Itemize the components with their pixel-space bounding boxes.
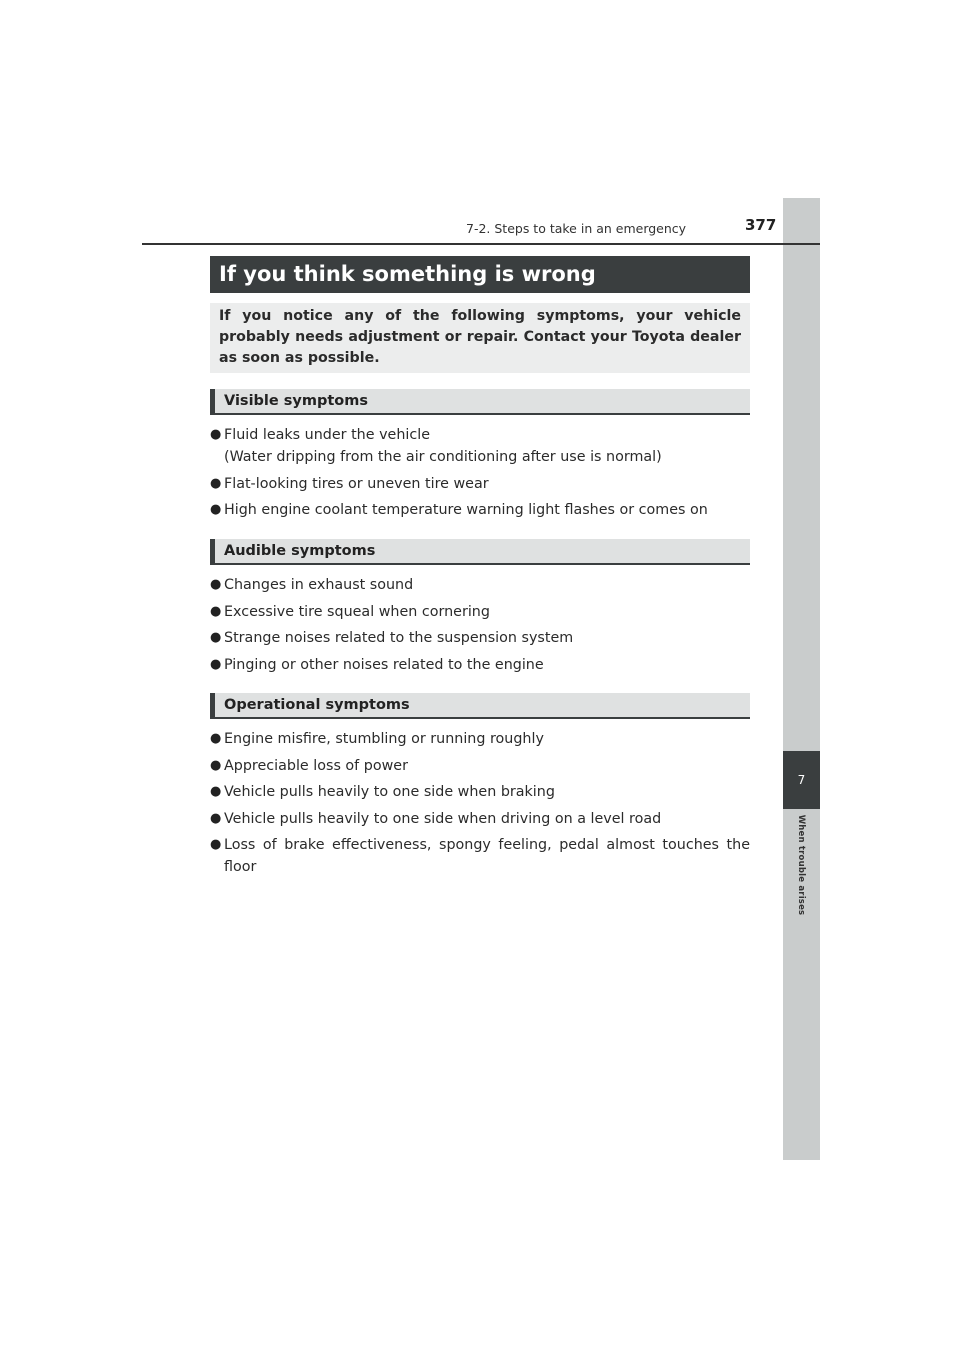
section-heading-audible: Audible symptoms [210,539,750,565]
bullet-icon: ● [210,630,222,645]
list-item-text: Changes in exhaust sound [224,577,414,593]
list-item-text: Pinging or other noises related to the engine [224,656,544,673]
list-item-text: Engine misfire, stumbling or running roughly [224,731,544,747]
list-item [210,781,750,803]
chapter-number: 7 [797,773,806,787]
audible-symptoms-list [210,574,750,680]
header-rule [142,243,820,245]
bullet-icon: ● [210,427,222,442]
page-title: If you think something is wrong [210,256,750,293]
list-item [210,755,750,777]
list-item-text: Excessive tire squeal when cornering [224,603,490,620]
list-item [210,728,750,750]
list-item-text: Appreciable loss of power [224,757,408,774]
bullet-icon: ● [210,757,222,773]
list-item [210,499,750,521]
chapter-title: When trouble arises [796,814,806,916]
bullet-icon: ● [210,502,222,517]
list-item [210,627,750,649]
list-item [210,834,750,878]
section-heading-visible: Visible symptoms [210,389,750,415]
list-item [210,601,750,623]
running-header: 7-2. Steps to take in an emergency [466,221,687,236]
list-item-text: High engine coolant temperature warning light flashes or comes on [224,502,708,518]
section-heading-operational: Operational symptoms [210,693,750,719]
list-item-text: Strange noises related to the suspension system [224,630,574,646]
bullet-icon: ● [210,784,222,799]
list-item-note: (Water dripping from the air conditioning after use is normal) [224,449,662,465]
list-item-text: Loss of brake effectiveness, spongy feeling, pedal almost touches the floor [224,837,750,875]
operational-symptoms-list [210,728,750,883]
chapter-side-tab [783,198,820,1160]
list-item [210,473,750,495]
list-item [210,654,750,676]
intro-paragraph: If you notice any of the following symptoms, your vehicle probably needs adjustment or repair. Contact your Toyota dealer as soon as possible. [210,303,750,373]
bullet-icon: ● [210,475,222,491]
list-item-text: Fluid leaks under the vehicle [224,427,430,443]
list-item-text: Vehicle pulls heavily to one side when driving on a level road [224,810,662,827]
bullet-icon: ● [210,656,222,672]
bullet-icon: ● [210,810,222,826]
bullet-icon: ● [210,731,222,746]
bullet-icon: ● [210,837,222,852]
page-number: 377 [745,216,777,234]
chapter-number-tab [783,751,820,809]
bullet-icon: ● [210,603,222,619]
list-item [210,574,750,596]
list-item-text: Flat-looking tires or uneven tire wear [224,475,489,492]
list-item-text: Vehicle pulls heavily to one side when braking [224,784,555,800]
visible-symptoms-list [210,424,750,526]
bullet-icon: ● [210,577,222,592]
list-item [210,808,750,830]
list-item [210,424,750,468]
